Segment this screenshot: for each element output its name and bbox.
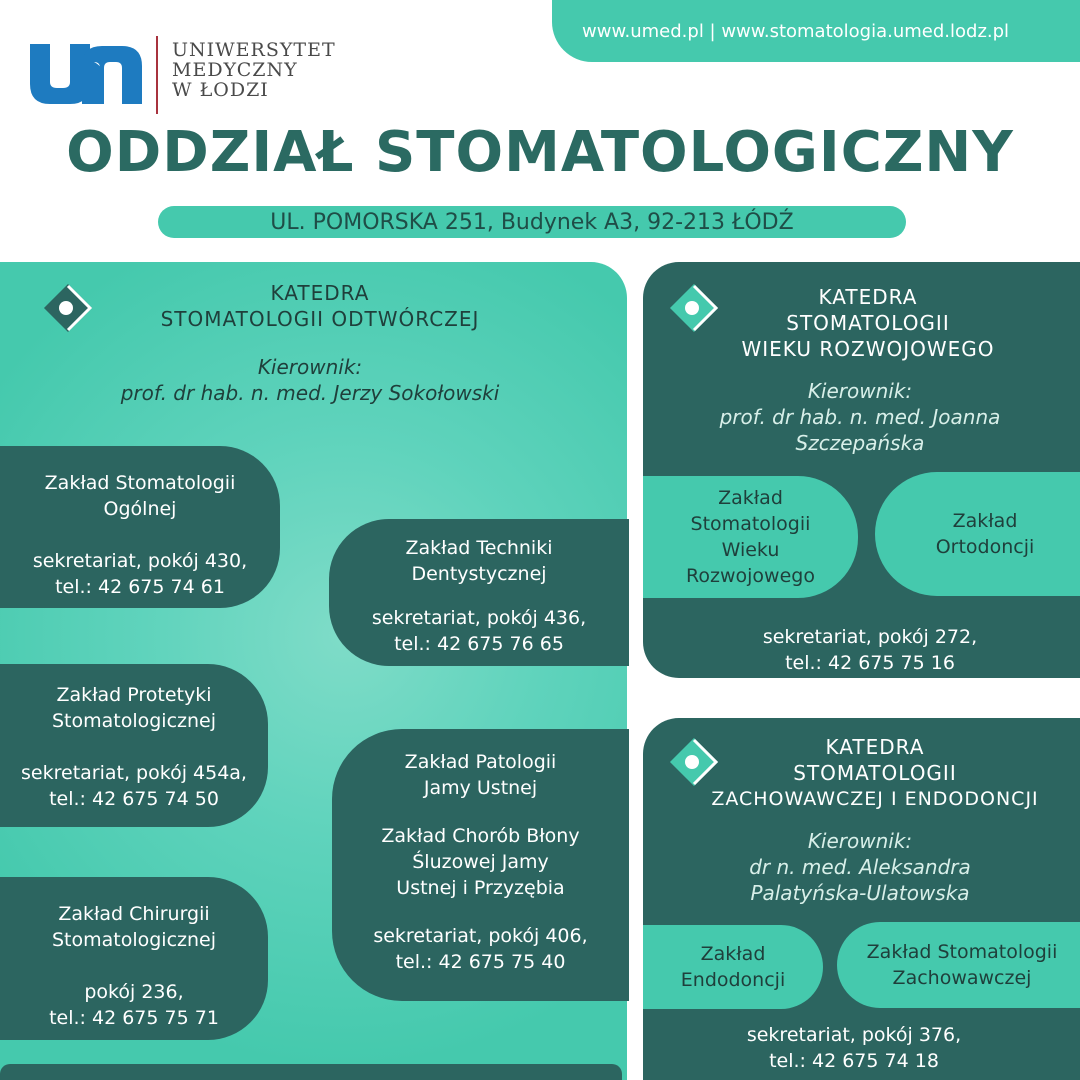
unit-card-patologii[interactable] [332,729,629,1001]
unit-contact: tel.: 42 675 75 71 [49,1007,219,1029]
heading-line: KATEDRA [818,285,918,309]
website-links[interactable] [552,0,1080,62]
katedra-rozwojowa-heading [700,284,1036,362]
logo-line: W ŁODZI [172,79,269,101]
logo-line: MEDYCZNY [172,59,298,81]
unit-card-techniki[interactable] [329,519,629,666]
unit-contact: tel.: 42 675 74 50 [49,788,219,810]
unit-card-wieku-rozwojowego[interactable] [643,476,858,598]
logo-line: UNIWERSYTET [172,39,336,61]
heading-line: WIEKU ROZWOJOWEGO [741,337,995,361]
url-line[interactable]: www.umed.pl | www.stomatologia.umed.lodz.pl [582,20,1010,42]
logo-divider [156,36,158,114]
katedra-zachowawcza-lead [680,828,1040,906]
unit-name: Stomatologii [690,513,811,535]
heading-line: STOMATOLOGII [786,311,950,335]
unit-card-ogolnej[interactable] [0,446,280,608]
unit-contact: pokój 236, [84,981,184,1003]
unit-name: Zakład Protetyki [56,684,212,706]
unit-name: Zakład Stomatologii [866,941,1058,963]
unit-name: Wieku [721,539,780,561]
unit-name-secondary: Ustnej i Przyzębia [396,877,565,899]
um-logo-mark [30,44,142,104]
unit-contact: tel.: 42 675 74 18 [769,1050,939,1072]
unit-name-secondary: Zakład Chorób Błony [381,825,580,847]
address-text: UL. POMORSKA 251, Budynek A3, 92-213 ŁÓDŹ [270,209,794,235]
katedra-zachowawcza-heading [670,734,1080,812]
university-logo [30,36,350,116]
heading-line: STOMATOLOGII ODTWÓRCZEJ [160,307,480,331]
lead-name: prof. dr hab. n. med. Joanna [719,405,1001,429]
unit-name: Zakład [718,487,783,509]
lead-name: prof. dr hab. n. med. Jerzy Sokołowski [120,381,500,405]
unit-name: Zakład Stomatologii [44,472,236,494]
unit-name-secondary: Śluzowej Jamy [412,851,549,873]
katedra-odtworcza-lead [40,354,580,406]
unit-contact: sekretariat, pokój 272, [762,626,978,648]
katedra-odtworcza-heading [120,280,520,332]
lead-name: dr n. med. Aleksandra [749,855,971,879]
unit-name: Zachowawczej [892,967,1032,989]
unit-card-endodoncji[interactable] [643,925,823,1009]
katedra-rozwojowa-lead [680,378,1040,456]
unit-name: Zakład Patologii [404,751,557,773]
unit-name: Ortodoncji [935,536,1035,558]
unit-contact: sekretariat, pokój 406, [373,925,588,947]
unit-name: Zakład Techniki [405,537,553,559]
logo-text [172,40,336,100]
katedra-rozwojowa-contact [700,624,1040,676]
unit-contact: sekretariat, pokój 454a, [21,762,247,784]
katedra-zachowawcza-contact [684,1022,1024,1074]
unit-name: Rozwojowego [686,565,815,587]
diamond-bullet-icon [42,282,94,334]
unit-card-ortodoncji[interactable] [875,472,1080,596]
lead-name: Palatyńska-Ulatowska [750,881,970,905]
unit-card-chirurgii[interactable] [0,877,268,1040]
unit-card-protetyki[interactable] [0,664,268,827]
unit-name: Ogólnej [103,498,177,520]
lead-name: Szczepańska [795,431,925,455]
lead-label: Kierownik: [807,829,913,853]
unit-name: Endodoncji [680,969,786,991]
heading-line: KATEDRA [825,735,925,759]
unit-contact: tel.: 42 675 74 61 [55,576,225,598]
unit-name: Stomatologicznej [51,710,217,732]
unit-card-zachowawczej[interactable] [837,922,1080,1008]
lead-label: Kierownik: [257,355,363,379]
heading-line: KATEDRA [270,281,370,305]
page-title: ODDZIAŁ STOMATOLOGICZNY [66,120,1014,185]
heading-line: ZACHOWAWCZEJ I ENDODONCJI [711,788,1039,810]
address-badge [158,206,906,238]
lead-label: Kierownik: [807,379,913,403]
unit-contact: sekretariat, pokój 436, [371,607,587,629]
unit-contact: sekretariat, pokój 376, [746,1024,962,1046]
unit-name: Jamy Ustnej [423,777,538,799]
unit-contact: tel.: 42 675 76 65 [394,633,564,655]
unit-contact: sekretariat, pokój 430, [32,550,248,572]
unit-name: Zakład Chirurgii [58,903,210,925]
unit-name: Zakład [700,943,766,965]
unit-name: Stomatologicznej [51,929,217,951]
unit-name: Dentystycznej [411,563,547,585]
unit-contact: tel.: 42 675 75 16 [785,652,955,674]
bottom-strip [0,1064,622,1080]
heading-line: STOMATOLOGII [793,761,957,785]
unit-contact: tel.: 42 675 75 40 [395,951,566,973]
unit-name: Zakład [952,510,1018,532]
